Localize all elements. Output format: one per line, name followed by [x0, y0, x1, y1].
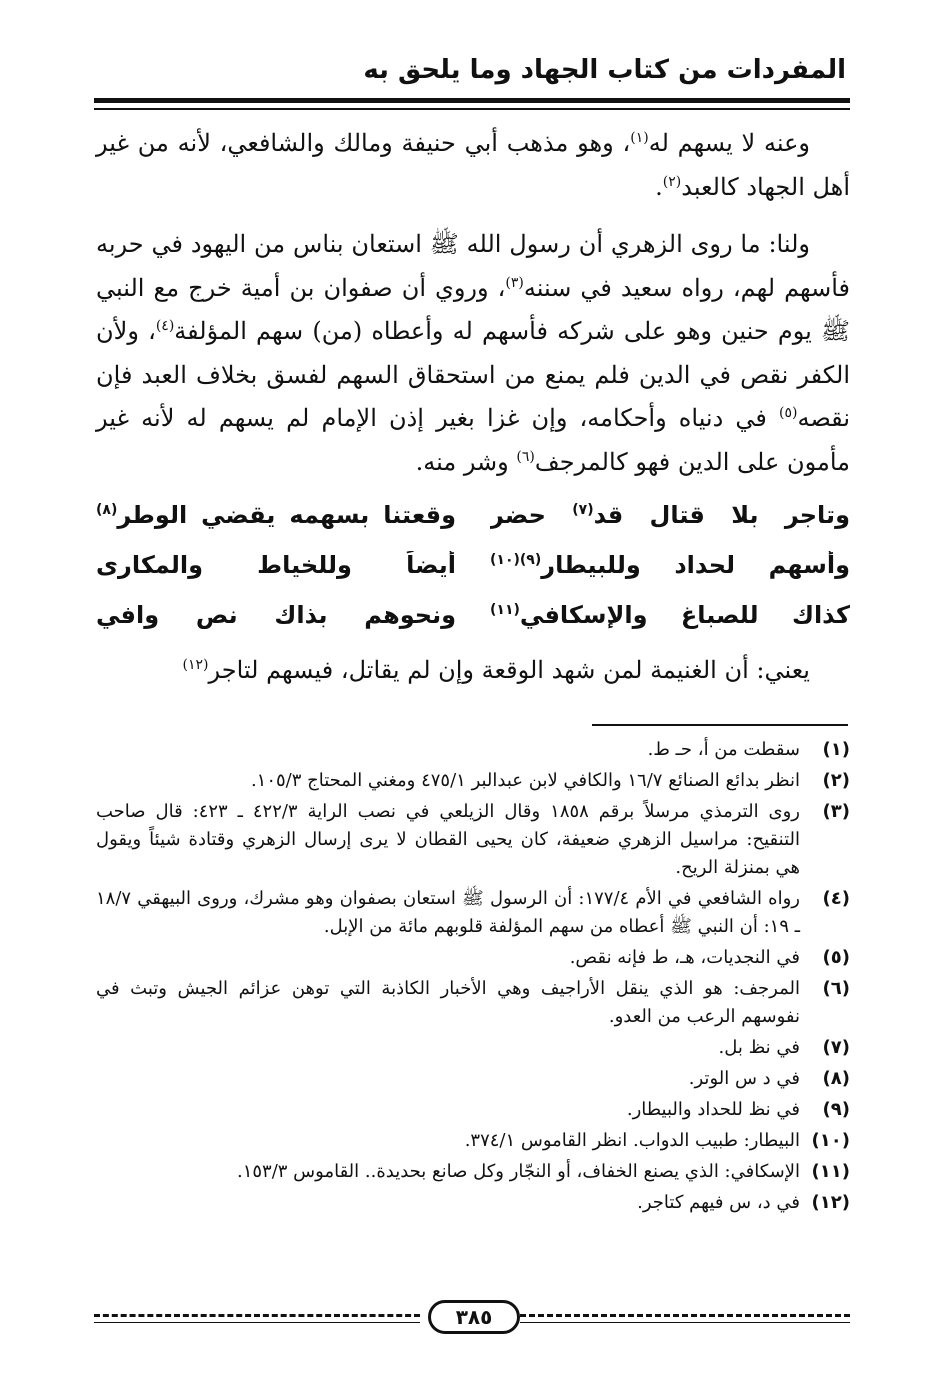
- footnote-text: في نظ للحداد والبيطار.: [626, 1099, 800, 1120]
- footnote: [96, 1034, 850, 1062]
- page-number: ٣٨٥: [428, 1300, 520, 1334]
- footnote-number: (٩): [822, 1099, 850, 1120]
- poem-first-hemistich: وتاجر بلا قتال قد$^{(٧)}$ حضر: [490, 501, 850, 529]
- header-rule-thin: [94, 108, 850, 110]
- footnote-ref-2[interactable]: (٢): [662, 173, 682, 190]
- poem-second-hemistich: ونحوهم بذاك نص وافي: [96, 601, 456, 629]
- poem-second-hemistich: أيضاً وللخياط والمكارى: [96, 551, 456, 579]
- footnote-ref-5[interactable]: (٥): [779, 405, 798, 421]
- poem-verse: [96, 540, 850, 590]
- footnote-ref-11[interactable]: (١١): [490, 602, 520, 618]
- footnote-ref-6[interactable]: (٦): [516, 448, 535, 465]
- footer-rule-right: [520, 1322, 850, 1323]
- footnote-ref-9-10[interactable]: (٩)(١٠): [490, 552, 542, 568]
- poem-verse: [96, 490, 850, 540]
- footnote-number: (٧): [822, 1037, 850, 1058]
- footnote-number: (١١): [811, 1161, 850, 1182]
- footnote-text: رواه الشافعي في الأم ١٧٧/٤: أن الرسول ﷺ استعان بصفوان وهو مشرك، وروى البيهقي ١٨/٧ ـ ١٩: أن النبي ﷺ أعطاه من سهم المؤلفة قلوبهم مائة من الإبل.: [96, 888, 800, 937]
- running-header: [96, 50, 846, 90]
- footnote: [96, 1065, 850, 1093]
- footnote-text: روى الترمذي مرسلاً برقم ١٨٥٨ وقال الزيلعي في نصب الراية ٤٢٢/٣ ـ ٤٢٣: قال صاحب التنقيح: مراسيل الزهري ضعيفة، كان يحيى القطان لا يرى إرسال الزهري وقتادة شيئاً ويقول هي بمنزلة الريح.: [96, 801, 801, 878]
- footnote-separator: [592, 724, 848, 726]
- footnote-number: (١٠): [811, 1130, 850, 1151]
- poem: [96, 490, 850, 640]
- footnote-text: الإسكافي: الذي يصنع الخفاف، أو النجّار وكل صانع بحديدة.. القاموس ١٥٣/٣.: [236, 1161, 800, 1182]
- footnote-ref-7[interactable]: (٧): [572, 502, 594, 518]
- footnote-number: (٥): [822, 947, 850, 968]
- footnote: [96, 1127, 850, 1155]
- footer-rule-left: [94, 1322, 420, 1323]
- footnote-text: انظر بدائع الصنائع ١٦/٧ والكافي لابن عبدالبر ٤٧٥/١ ومغني المحتاج ١٠٥/٣.: [250, 770, 800, 791]
- footnote-ref-4[interactable]: (٤): [155, 318, 175, 334]
- footnote-number: (١٢): [811, 1192, 850, 1213]
- footnote-number: (٢): [822, 770, 850, 791]
- footer-dash-left: [94, 1314, 420, 1317]
- footnote-text: في د، س فيهم كتاجر.: [637, 1192, 800, 1213]
- footer-dash-right: [520, 1314, 850, 1317]
- footnote-ref-1[interactable]: (١): [630, 130, 649, 146]
- footnote-number: (٣): [822, 801, 850, 822]
- footnote: [96, 1189, 850, 1217]
- footnote-text: سقطت من أ، حـ ط.: [647, 739, 800, 760]
- footnote: [96, 798, 850, 882]
- main-text: [96, 122, 850, 498]
- poem-second-hemistich: وقعتنا بسهمه يقضي الوطر$^{(٨)}$: [96, 501, 456, 529]
- footnote-text: البيطار: طبيب الدواب. انظر القاموس ٣٧٤/١.: [464, 1130, 800, 1151]
- paragraph-1: وعنه لا يسهم له$^{(١)}$، وهو مذهب أبي حنيفة ومالك والشافعي، لأنه من غير أهل الجهاد كالعبد$^{(٢)}$.: [96, 129, 850, 201]
- page-footer: [94, 1300, 850, 1330]
- header-rule-thick: [94, 98, 850, 103]
- poem-first-hemistich: كذاك للصباغ والإسكافي$^{(١١)}$: [490, 601, 850, 629]
- running-header-title: المفردات من كتاب الجهاد وما يلحق به: [363, 55, 846, 85]
- footnote-number: (١): [822, 739, 850, 760]
- footnote-number: (٨): [822, 1068, 850, 1089]
- footnote: [96, 1096, 850, 1124]
- footnote-text: في النجديات، هـ، ط فإنه نقص.: [569, 947, 800, 968]
- footnote: [96, 944, 850, 972]
- footnote-ref-8[interactable]: (٨): [96, 502, 118, 518]
- footnotes: [96, 736, 850, 1220]
- footnote-text: المرجف: هو الذي ينقل الأراجيف وهي الأخبار الكاذبة التي توهن عزائم الجيش وتبث في نفوسهم الرعب من العدو.: [96, 978, 800, 1027]
- paragraph-2: ولنا: ما روى الزهري أن رسول الله ﷺ استعان بناس من اليهود في حربه فأسهم لهم، رواه سعيد في سننه$^{(٣)}$، وروي أن صفوان بن أمية خرج مع النبي ﷺ يوم حنين وهو على شركه فأسهم له وأعطاه (من) سهم المؤلفة$^{(٤)}$، ولأن الكفر نقص في الدين فلم يمنع من استحقاق السهم لفسق بخلاف العبد فإن نقصه$^{(٥)}$ في دنياه وأحكامه، وإن غزا بغير إذن الإمام لم يسهم له لأنه غير مأمون على الدين فهو كالمرجف$^{(٦)}$ وشر منه.: [96, 230, 850, 476]
- footnote: [96, 975, 850, 1031]
- footnote-ref-12[interactable]: (١٢): [182, 657, 209, 673]
- footnote: [96, 885, 850, 941]
- explanation-paragraph: يعني: أن الغنيمة لمن شهد الوقعة وإن لم يقاتل، فيسهم لتاجر$^{(١٢)}$: [182, 656, 810, 684]
- poem-verse: [96, 590, 850, 640]
- footnote-number: (٤): [822, 888, 850, 909]
- footnote-ref-3[interactable]: (٣): [505, 274, 524, 291]
- footnote: [96, 1158, 850, 1186]
- footnote-number: (٦): [822, 978, 850, 999]
- footnote: [96, 736, 850, 764]
- footnote: [96, 767, 850, 795]
- footnote-text: في د س الوتر.: [688, 1068, 800, 1089]
- poem-first-hemistich: وأسهم لحداد وللبيطار$^{(٩)(١٠)}$: [490, 551, 850, 579]
- footnote-text: في نظ بل.: [718, 1037, 800, 1058]
